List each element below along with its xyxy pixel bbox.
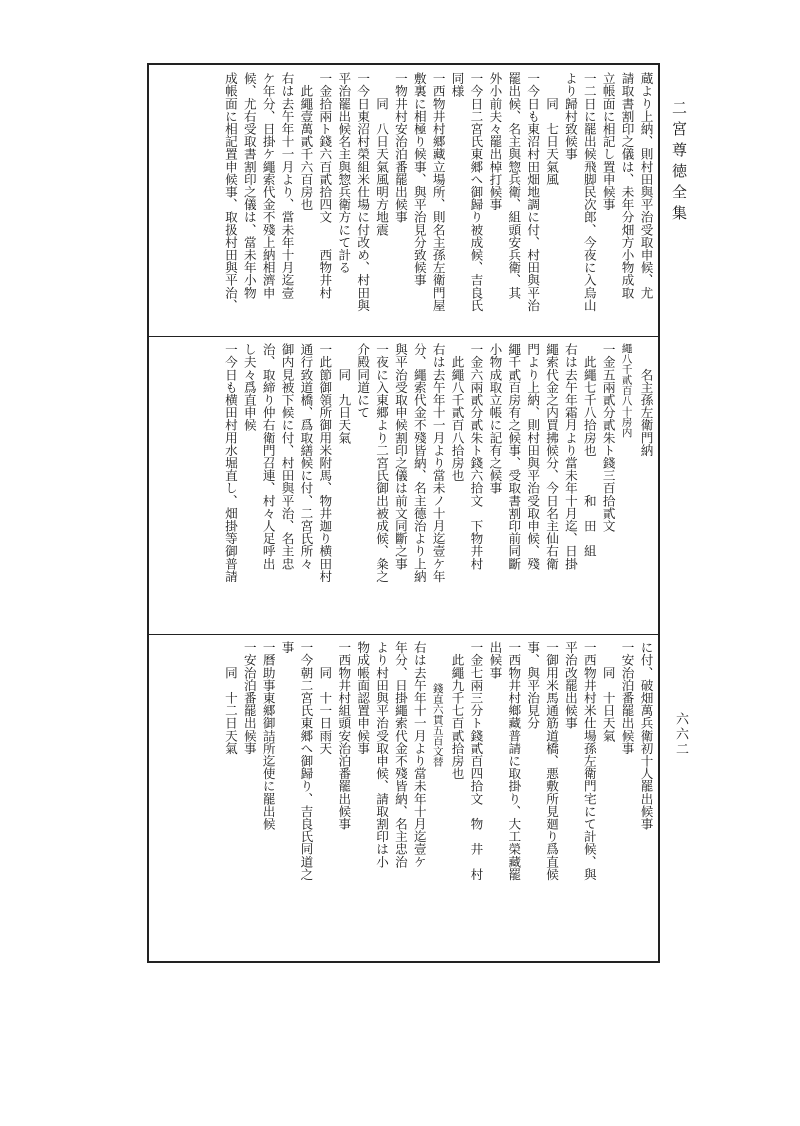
text-column: 右は去午年十一月より、當未年十月迄壹 — [279, 72, 295, 299]
text-column: 一物井村安治泊番罷出候事 — [392, 72, 408, 224]
text-column: 同 十日天氣 — [600, 641, 616, 742]
text-column: 右は去午年十一月より當未年十月迄壹ケ — [411, 641, 427, 868]
text-column: 門より上納、則村田與平治受取申候、殘 — [525, 343, 541, 570]
text-column: 同 八日天氣風明方地震 — [374, 72, 390, 236]
text-column: 名主孫左衛門納 — [638, 343, 654, 457]
text-column: 事、與平治見分 — [525, 641, 541, 730]
text-column: 罷出候、名主與惣兵衛、組頭安兵衛、其 — [506, 72, 522, 299]
text-column: 一今朝二宮氏東郷へ御歸り、吉良氏同道之 — [298, 641, 314, 881]
text-column: 一金五兩貳分貳朱ト錢三百拾貳文 — [600, 343, 616, 532]
text-column: より歸村致候事 — [562, 72, 578, 161]
text-column: 一今日二宮氏東郷へ御歸り被成候、吉良氏 — [468, 72, 484, 312]
text-column: し夫々爲直申候 — [241, 343, 257, 432]
text-column: 御内見被下候に付、村田與平治、名主忠 — [279, 343, 295, 570]
text-column: 一西物井村鄉藏普請に取掛り、大工榮藏罷 — [506, 641, 522, 881]
text-column: 此繩八千貳百八拾房也 — [449, 343, 465, 482]
text-column: 平治改罷出候事 — [562, 641, 578, 730]
text-column: 通行致道橋、爲取繕候に付、二宮氏所々 — [298, 343, 314, 570]
text-column: 治、取締り仲右衛門召連、村々人足呼出 — [260, 343, 276, 570]
text-column: ケ年分、日掛ケ繩索代金不殘上納相濟申 — [260, 72, 276, 299]
text-column: 年分、日掛繩索代金不殘皆納、名主忠治 — [392, 641, 408, 868]
text-column: 同 七日天氣風 — [544, 72, 560, 186]
text-column: 一金六兩貳分貳朱ト錢六拾文 下物井村 — [468, 343, 484, 570]
text-column: 一西物井村郷藏立場所、則名主孫左衛門屋 — [430, 72, 446, 312]
text-column: 外小前夫々罷出棹打候事 — [487, 72, 503, 211]
text-column: 繩千貳百房有之候事、受取書割印前同斷 — [506, 343, 522, 570]
text-column: 一夜に入東郷より二宮氏御出被成候、粂之 — [374, 343, 390, 583]
page-number: 六六二 — [673, 712, 688, 757]
section-divider-1 — [147, 336, 660, 337]
text-column: に付、破畑萬兵衛初十人罷出候事 — [638, 641, 654, 830]
text-column: 小物成取立帳に記有之候事 — [487, 343, 503, 495]
text-column: 此繩七千八拾房也 和 田 組 — [581, 343, 597, 558]
text-column: 同 十二日天氣 — [222, 641, 238, 755]
text-column: 分、繩索代金不殘皆納、名主德治より上納 — [411, 343, 427, 583]
text-column: 一安治泊番罷出候事 — [241, 641, 257, 755]
text-column: 一二日に罷出候飛脚民次郎、今夜に入烏山 — [581, 72, 597, 312]
text-column: 一西物井村組頭安治泊番罷出候事 — [336, 641, 352, 830]
text-column: 一今日東沼村榮組米仕場に付改め、村田與 — [355, 72, 371, 312]
text-section-middle — [152, 343, 655, 629]
text-column: 一安治泊番罷出候事 — [619, 641, 635, 755]
text-column: 一今日も横田村用水堀直し、畑掛等御普請 — [222, 343, 238, 583]
text-column: 一金拾兩ト錢六百貳拾四文 西物井村 — [317, 72, 333, 299]
text-column: 此繩九千七百貳拾房也 — [449, 641, 465, 780]
text-column: 平治罷出候名主與惣兵衛方にて計る — [336, 72, 352, 274]
text-column: 敷裏に相極り候事、與平治見分致候事 — [411, 72, 427, 287]
text-column: 一御用米馬通筋道橋、悪敷所見廻り爲直候 — [544, 641, 560, 881]
text-column: 介殿同道にて — [355, 343, 371, 419]
text-column: 錢直六貫五百文替 — [431, 641, 444, 767]
text-column: 候、尤右受取書割印之儀は、當未年小物 — [241, 72, 257, 299]
text-column: 同様 — [449, 72, 465, 98]
text-column: 此繩壹萬貳千六百房也 — [298, 72, 314, 211]
text-column: 立帳面に相記し置申候事 — [600, 72, 616, 211]
text-column: 繩索代金之内買拂候分、今日名主仙右衛 — [544, 343, 560, 570]
text-column: 同 十一日雨天 — [317, 641, 333, 755]
text-column: より村田與平治受取申候、請取割印は小 — [374, 641, 390, 868]
text-column: 事 — [279, 641, 295, 654]
text-column: 物成帳面認置申候事 — [355, 641, 371, 755]
text-column: 右は去午年霜月より當未年十月迄、日掛 — [562, 343, 578, 570]
text-column: 繩八千貳百八十房内 — [620, 343, 633, 438]
text-column: 右は去午年十一月より當未ノ十月迄壹ケ年 — [430, 343, 446, 583]
text-column: 一今日も東沼村田畑地調に付、村田與平治 — [525, 72, 541, 312]
text-column: 與平治受取申候割印之儀は前文同斷之事 — [392, 343, 408, 570]
text-column: 一曆助事東郷御詰所迄使に罷出候 — [260, 641, 276, 830]
text-column: 出候事 — [487, 641, 503, 679]
text-section-top — [152, 72, 655, 330]
text-column: 蔵より上納、則村田與平治受取申候、尤 — [638, 72, 654, 299]
text-column: 一西物井村米仕場孫左衛門宅にて計候、與 — [581, 641, 597, 881]
text-column: 同 九日天氣 — [336, 343, 352, 444]
text-column: 成帳面に相記置申候事、取扱村田與平治、 — [222, 72, 238, 312]
text-column: 一此節御領所御用米附馬、物井迦り横田村 — [317, 343, 333, 583]
book-title: 二宮尊徳全集 — [670, 100, 688, 226]
text-column: 一金七兩三分ト錢貳百四拾文 物 井 村 — [468, 641, 484, 881]
text-column: 請取書割印之儀は、未年分畑方小物成取 — [619, 72, 635, 299]
text-section-bottom — [152, 641, 655, 957]
section-divider-2 — [147, 634, 660, 635]
